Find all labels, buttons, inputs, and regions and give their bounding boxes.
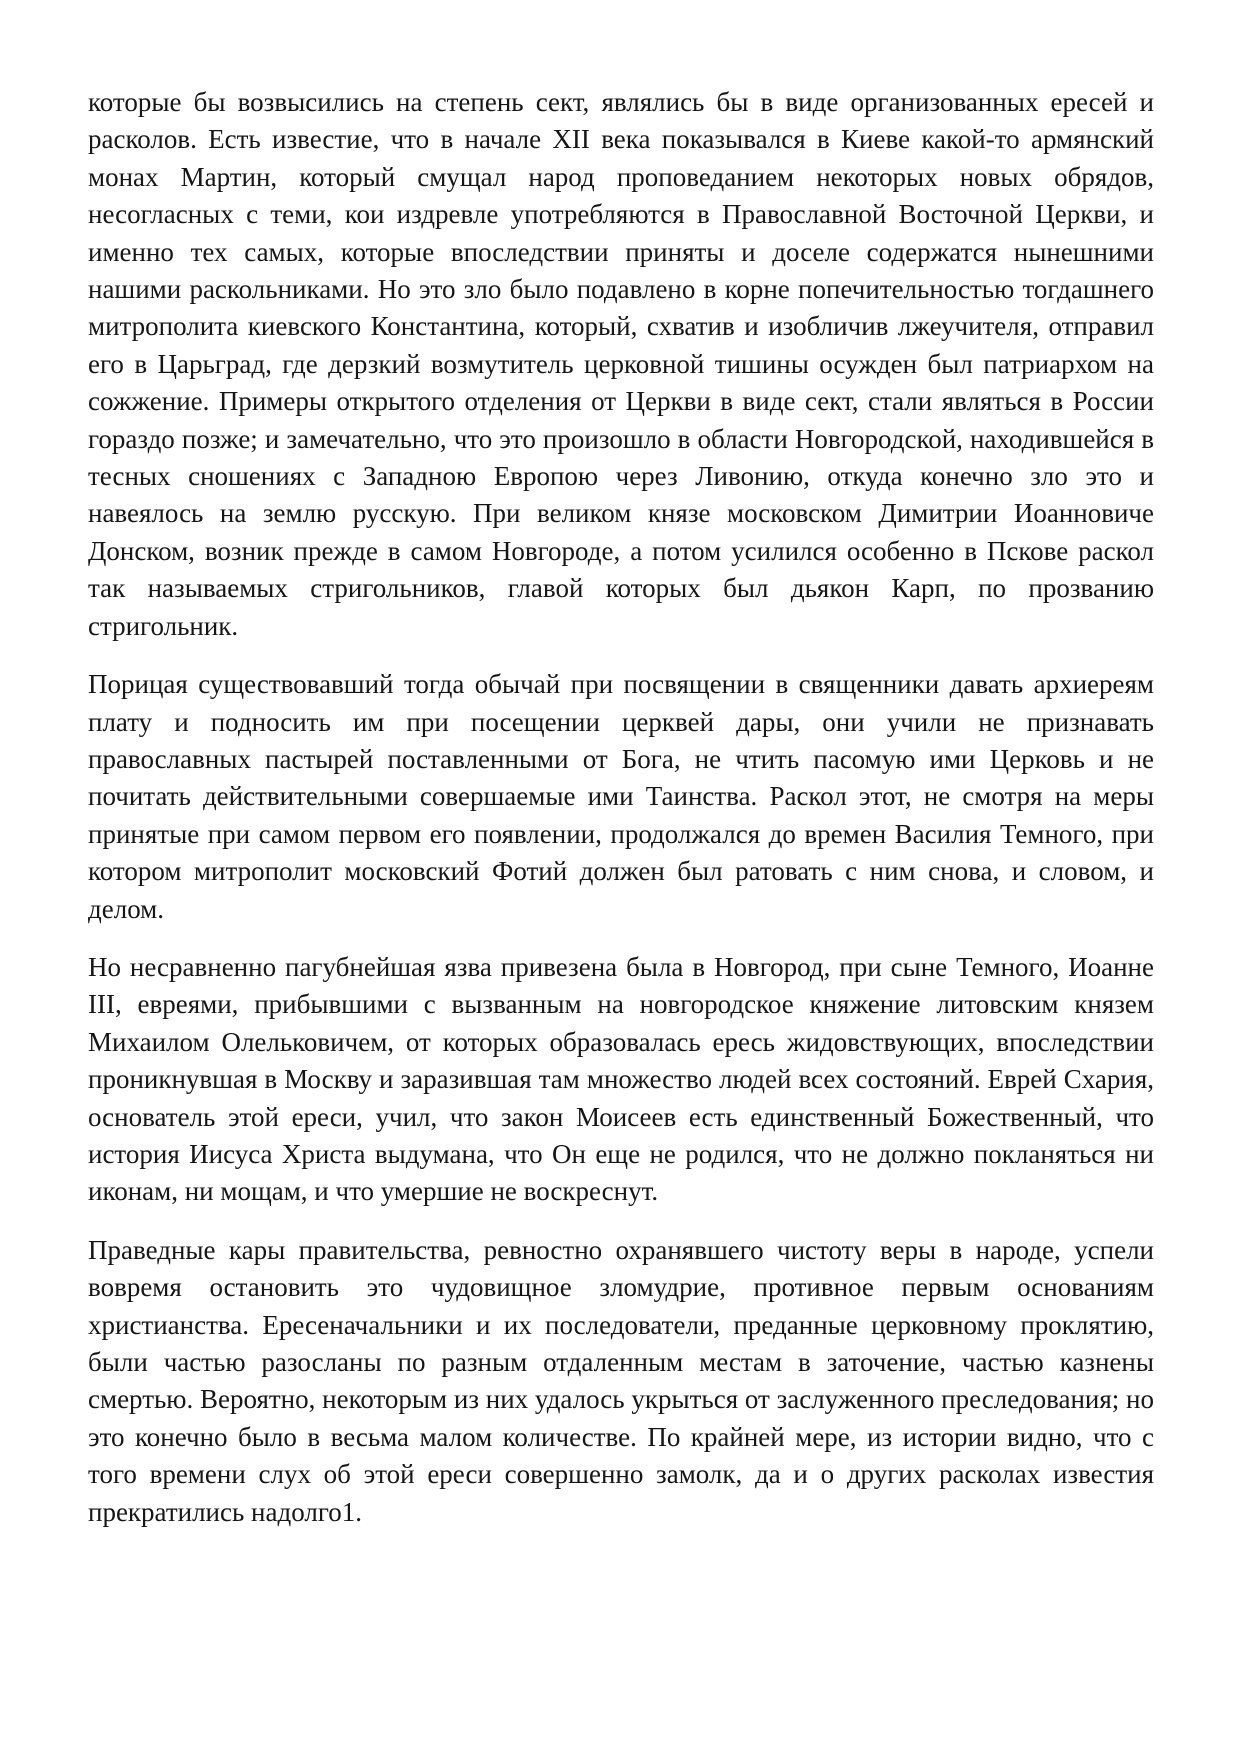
paragraph-4: Праведные кары правительства, ревностно охранявшего чистоту веры в народе, успели вовремя остановить это чудовищное зломудрие, противное первым основаниям христианства. Ересеначальники и их последователи, преданные церковному проклятию, были частью разосланы по разным отдаленным местам в заточение, частью казнены смертью. Вероятно, некоторым из них удалось укрыться от заслуженного преследования; но это конечно было в весьма малом количестве. По крайней мере, из истории видно, что с того времени слух об этой ереси совершенно замолк, да и о других расколах известия прекратились надолго1. bbox=[88, 1234, 1154, 1527]
paragraph-2: Порицая существовавший тогда обычай при посвящении в священники давать архиереям плату и подносить им при посещении церквей дары, они учили не признавать православных пастырей поставленными от Бога, не чтить пасомую ими Церковь и не почитать действительными совершаемые ими Таинства. Раскол этот, не смотря на меры принятые при самом первом его появлении, продолжался до времен Василия Темного, при котором митрополит московский Фотий должен был ратовать с ним снова, и словом, и делом. bbox=[88, 669, 1154, 924]
document-page bbox=[88, 84, 1154, 1531]
paragraph-3: Но несравненно пагубнейшая язва привезена была в Новгород, при сыне Темного, Иоанне III, евреями, прибывшими с вызванным на новгородское княжение литовским князем Михаилом Олельковичем, от которых образовалась ересь жидовствующих, впоследствии проникнувшая в Москву и заразившая там множество людей всех состояний. Еврей Схария, основатель этой ереси, учил, что закон Моисеев есть единственный Божественный, что история Иисуса Христа выдумана, что Он еще не родился, что не должно покланяться ни иконам, ни мощам, и что умершие не воскреснут. bbox=[88, 951, 1154, 1207]
paragraph-1: которые бы возвысились на степень сект, являлись бы в виде организованных ересей и расколов. Есть известие, что в начале XII века показывался в Киеве какой-то армянский монах Мартин, который смущал народ проповеданием некоторых новых обрядов, несогласных с теми, кои издревле употребляются в Православной Восточной Церкви, и именно тех самых, которые впоследствии приняты и доселе содержатся нынешними нашими раскольниками. Но это зло было подавлено в корне попечительностью тогдашнего митрополита киевского Константина, который, схватив и изобличив лжеучителя, отправил его в Царьград, где дерзкий возмутитель церковной тишины осужден был патриархом на сожжение. Примеры открытого отделения от Церкви в виде сект, стали являться в России гораздо позже; и замечательно, что это произошло в области Новгородской, находившейся в тесных сношениях с Западною Европою через Ливонию, откуда конечно зло это и навеялось на землю русскую. При великом князе московском Димитрии Иоанновиче Донском, возник прежде в самом Новгороде, а потом усилился особенно в Пскове раскол так называемых стригольников, главой которых был дьякон Карп, по прозванию стригольник. bbox=[88, 87, 1154, 641]
